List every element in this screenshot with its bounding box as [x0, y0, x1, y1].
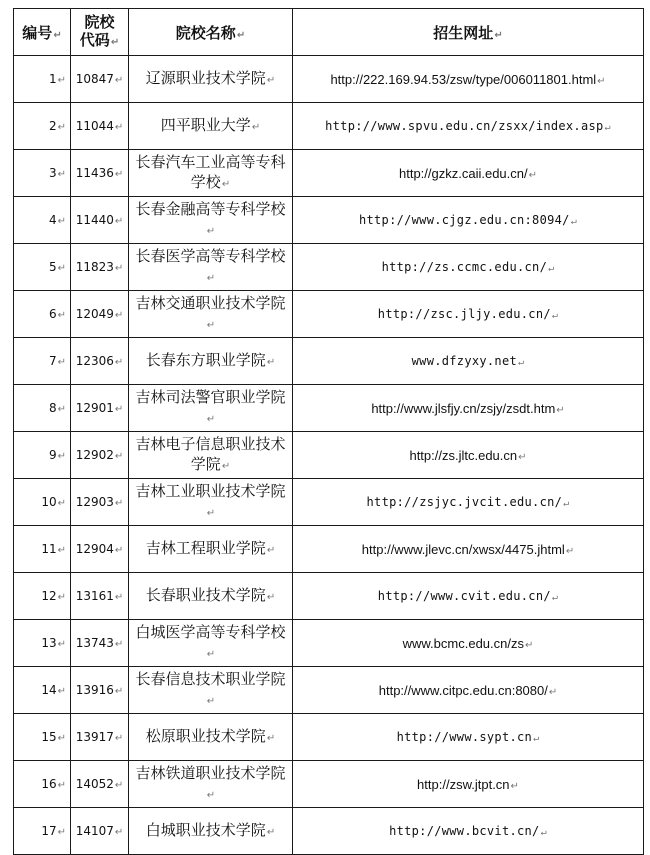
school-code-text: 14107	[75, 824, 114, 838]
row-number	[14, 432, 71, 479]
paragraph-mark: ↵	[114, 545, 124, 556]
admissions-url-link-text[interactable]: http://zs.jltc.edu.cn	[409, 447, 518, 463]
paragraph-mark: ↵	[206, 319, 216, 331]
paragraph-mark: ↵	[524, 639, 534, 651]
admissions-url-link[interactable]	[293, 103, 644, 150]
paragraph-mark: ↵	[114, 75, 124, 86]
school-name-text: 吉林工程职业学院	[145, 538, 266, 557]
paragraph-mark: ↵	[57, 780, 66, 791]
paragraph-mark: ↵	[548, 263, 555, 274]
admissions-url-link[interactable]	[293, 573, 644, 620]
paragraph-mark: ↵	[266, 732, 276, 744]
school-code-text: 11823	[75, 260, 114, 274]
school-name	[129, 103, 293, 150]
paragraph-mark: ↵	[266, 356, 276, 368]
school-name-text: 吉林铁道职业技术学院	[135, 763, 286, 782]
school-code-text: 13916	[75, 683, 114, 697]
school-code-text: 11440	[75, 213, 114, 227]
row-number	[14, 573, 71, 620]
admissions-url-link-text[interactable]: www.dfzyxy.net	[411, 354, 518, 368]
row-number	[14, 291, 71, 338]
paragraph-mark: ↵	[518, 451, 527, 463]
paragraph-mark: ↵	[266, 826, 276, 838]
school-name-text: 长春金融高等专科学校	[135, 199, 286, 218]
school-name	[129, 761, 293, 808]
school-name-text: 吉林交通职业技术学院	[135, 293, 286, 312]
school-code-text: 13743	[75, 636, 114, 650]
admissions-url-link[interactable]	[293, 56, 644, 103]
table-row	[14, 150, 644, 197]
school-name	[129, 667, 293, 714]
paragraph-mark: ↵	[114, 122, 124, 133]
paragraph-mark: ↵	[114, 357, 124, 368]
row-number-text: 2	[48, 119, 57, 133]
paragraph-mark: ↵	[528, 169, 537, 181]
admissions-url-link[interactable]	[293, 620, 644, 667]
admissions-url-link-text[interactable]: http://www.citpc.edu.cn:8080/	[378, 682, 548, 698]
row-number-text: 8	[48, 401, 57, 415]
paragraph-mark: ↵	[251, 121, 261, 133]
school-code-text: 12901	[75, 401, 114, 415]
paragraph-mark: ↵	[57, 451, 66, 462]
row-number-text: 16	[41, 777, 57, 791]
school-name	[129, 385, 293, 432]
table-row	[14, 432, 644, 479]
school-code-text: 12902	[75, 448, 114, 462]
table-row	[14, 761, 644, 808]
school-name	[129, 808, 293, 855]
school-code	[71, 385, 129, 432]
school-code	[71, 526, 129, 573]
school-name-text: 白城医学高等专科学校	[135, 622, 286, 641]
paragraph-mark: ↵	[57, 169, 66, 180]
paragraph-mark: ↵	[57, 498, 66, 509]
table-row	[14, 385, 644, 432]
admissions-url-link[interactable]	[293, 526, 644, 573]
paragraph-mark: ↵	[57, 733, 66, 744]
school-code-text: 10847	[75, 72, 114, 86]
paragraph-mark: ↵	[114, 216, 124, 227]
row-number	[14, 244, 71, 291]
paragraph-mark: ↵	[604, 122, 611, 133]
school-name-text: 长春职业技术学院	[145, 585, 266, 604]
paragraph-mark: ↵	[533, 733, 540, 744]
paragraph-mark: ↵	[57, 310, 66, 321]
school-name-text: 白城职业技术学院	[145, 820, 266, 839]
table-row	[14, 667, 644, 714]
admissions-url-link-text[interactable]: http://zsw.jtpt.cn	[417, 776, 510, 792]
header-url: 招生网址↵	[293, 9, 644, 56]
row-number-text: 12	[41, 589, 57, 603]
paragraph-mark: ↵	[510, 780, 519, 792]
school-name-text: 辽源职业技术学院	[145, 68, 266, 87]
paragraph-mark: ↵	[57, 357, 66, 368]
school-name-text: 四平职业大学	[160, 115, 251, 134]
school-name	[129, 432, 293, 479]
school-code	[71, 573, 129, 620]
row-number	[14, 103, 71, 150]
row-number-text: 10	[41, 495, 57, 509]
header-no: 编号↵	[14, 9, 71, 56]
row-number	[14, 808, 71, 855]
paragraph-mark: ↵	[597, 75, 606, 87]
school-name-text: 长春信息技术职业学院	[135, 669, 286, 688]
school-name-text: 长春医学高等专科学校	[135, 246, 286, 265]
admissions-url-link-text[interactable]: http://www.spvu.edu.cn/zsxx/index.asp	[325, 119, 604, 133]
school-name	[129, 197, 293, 244]
table-row	[14, 56, 644, 103]
table-header-row	[14, 9, 644, 56]
admissions-url-link[interactable]	[293, 432, 644, 479]
paragraph-mark: ↵	[57, 592, 66, 603]
admissions-table-container	[13, 8, 644, 855]
table-row	[14, 244, 644, 291]
row-number	[14, 197, 71, 244]
paragraph-mark: ↵	[57, 639, 66, 650]
row-number-text: 7	[48, 354, 57, 368]
admissions-url-link[interactable]	[293, 150, 644, 197]
school-name	[129, 244, 293, 291]
table-row	[14, 714, 644, 761]
row-number-text: 13	[41, 636, 57, 650]
school-code-text: 11436	[75, 166, 114, 180]
admissions-url-link-text[interactable]: www.bcmc.edu.cn/zs	[402, 635, 524, 651]
paragraph-mark: ↵	[57, 122, 66, 133]
paragraph-mark: ↵	[206, 648, 216, 660]
school-code-text: 12904	[75, 542, 114, 556]
paragraph-mark: ↵	[114, 780, 124, 791]
row-number	[14, 479, 71, 526]
paragraph-mark: ↵	[57, 827, 66, 838]
admissions-url-link-text[interactable]: http://zsc.jljy.edu.cn/	[377, 307, 551, 321]
row-number	[14, 761, 71, 808]
school-code	[71, 667, 129, 714]
school-code	[71, 291, 129, 338]
paragraph-mark: ↵	[57, 686, 66, 697]
school-name	[129, 714, 293, 761]
paragraph-mark: ↵	[266, 544, 276, 556]
paragraph-mark: ↵	[57, 545, 66, 556]
school-code	[71, 338, 129, 385]
school-code-text: 12903	[75, 495, 114, 509]
admissions-url-link[interactable]	[293, 808, 644, 855]
paragraph-mark: ↵	[57, 263, 66, 274]
paragraph-mark: ↵	[114, 451, 124, 462]
table-row	[14, 808, 644, 855]
school-code	[71, 432, 129, 479]
school-code	[71, 808, 129, 855]
row-number	[14, 526, 71, 573]
paragraph-mark: ↵	[114, 310, 124, 321]
school-name-text: 吉林司法警官职业学院	[135, 387, 286, 406]
row-number	[14, 338, 71, 385]
admissions-url-link-text[interactable]: http://www.cjgz.edu.cn:8094/	[358, 213, 570, 227]
header-code: 院校 代码↵	[71, 9, 129, 56]
row-number-text: 11	[41, 542, 57, 556]
paragraph-mark: ↵	[551, 592, 559, 603]
school-code-text: 13161	[75, 589, 114, 603]
school-code	[71, 620, 129, 667]
school-name-text: 吉林电子信息职业技术学院	[135, 434, 286, 473]
paragraph-mark: ↵	[206, 695, 216, 707]
paragraph-mark: ↵	[570, 216, 578, 227]
admissions-url-link-text[interactable]: http://222.169.94.53/zsw/type/006011801.html	[330, 71, 597, 87]
row-number-text: 17	[41, 824, 57, 838]
school-name-text: 长春汽车工业高等专科学校	[135, 152, 286, 191]
row-number-text: 6	[48, 307, 57, 321]
paragraph-mark: ↵	[57, 404, 66, 415]
admissions-url-link-text[interactable]: http://www.jlevc.cn/xwsx/4475.jhtml	[361, 541, 565, 557]
paragraph-mark: ↵	[206, 413, 216, 425]
table-row	[14, 197, 644, 244]
admissions-url-link[interactable]	[293, 197, 644, 244]
paragraph-mark: ↵	[114, 263, 124, 274]
paragraph-mark: ↵	[114, 592, 124, 603]
table-row	[14, 526, 644, 573]
admissions-url-link[interactable]	[293, 244, 644, 291]
table-row	[14, 103, 644, 150]
header-name: 院校名称↵	[129, 9, 293, 56]
admissions-url-link-text[interactable]: http://www.jlsfjy.cn/zsjy/zsdt.htm	[371, 400, 556, 416]
school-code-text: 11044	[75, 119, 114, 133]
admissions-url-link-text[interactable]: http://zs.ccmc.edu.cn/	[381, 260, 548, 274]
admissions-table	[13, 8, 644, 855]
school-name	[129, 526, 293, 573]
paragraph-mark: ↵	[57, 216, 66, 227]
paragraph-mark: ↵	[540, 827, 547, 838]
admissions-url-link[interactable]	[293, 714, 644, 761]
paragraph-mark: ↵	[266, 591, 276, 603]
school-code	[71, 479, 129, 526]
school-code	[71, 56, 129, 103]
paragraph-mark: ↵	[114, 498, 124, 509]
admissions-url-link-text[interactable]: http://zsjyc.jvcit.edu.cn/	[366, 495, 563, 509]
paragraph-mark: ↵	[206, 507, 216, 519]
paragraph-mark: ↵	[206, 272, 216, 284]
paragraph-mark: ↵	[551, 310, 559, 321]
paragraph-mark: ↵	[556, 404, 565, 416]
school-code-text: 12306	[75, 354, 114, 368]
school-code-text: 12049	[75, 307, 114, 321]
paragraph-mark: ↵	[114, 169, 124, 180]
school-name-text: 吉林工业职业技术学院	[135, 481, 286, 500]
school-code	[71, 150, 129, 197]
school-name	[129, 150, 293, 197]
row-number-text: 9	[48, 448, 57, 462]
admissions-url-link[interactable]	[293, 761, 644, 808]
school-name-text: 松原职业技术学院	[145, 726, 266, 745]
admissions-url-link[interactable]	[293, 338, 644, 385]
school-code	[71, 761, 129, 808]
paragraph-mark: ↵	[114, 404, 124, 415]
admissions-url-link-text[interactable]: http://gzkz.caii.edu.cn/	[398, 165, 528, 181]
paragraph-mark: ↵	[518, 357, 525, 368]
admissions-url-link[interactable]	[293, 291, 644, 338]
admissions-url-link[interactable]	[293, 667, 644, 714]
school-code	[71, 714, 129, 761]
school-code-text: 13917	[75, 730, 114, 744]
table-row	[14, 479, 644, 526]
row-number	[14, 150, 71, 197]
row-number-text: 1	[48, 72, 57, 86]
school-name	[129, 620, 293, 667]
paragraph-mark: ↵	[206, 789, 216, 801]
school-name	[129, 338, 293, 385]
admissions-url-link[interactable]	[293, 385, 644, 432]
row-number	[14, 714, 71, 761]
paragraph-mark: ↵	[114, 639, 124, 650]
school-name	[129, 291, 293, 338]
school-name	[129, 479, 293, 526]
school-name-text: 长春东方职业学院	[145, 350, 266, 369]
school-name	[129, 573, 293, 620]
paragraph-mark: ↵	[114, 827, 124, 838]
row-number-text: 5	[48, 260, 57, 274]
school-code	[71, 244, 129, 291]
school-name	[129, 56, 293, 103]
paragraph-mark: ↵	[266, 74, 276, 86]
paragraph-mark: ↵	[57, 75, 66, 86]
row-number	[14, 667, 71, 714]
table-row	[14, 291, 644, 338]
paragraph-mark: ↵	[221, 178, 231, 190]
paragraph-mark: ↵	[565, 545, 575, 557]
paragraph-mark: ↵	[548, 686, 558, 698]
row-number-text: 4	[48, 213, 57, 227]
admissions-url-link-text[interactable]: http://www.cvit.edu.cn/	[377, 589, 551, 603]
row-number	[14, 620, 71, 667]
table-row	[14, 338, 644, 385]
row-number-text: 14	[41, 683, 57, 697]
school-code	[71, 103, 129, 150]
admissions-url-link-text[interactable]: http://www.bcvit.cn/	[389, 824, 540, 838]
paragraph-mark: ↵	[206, 225, 216, 237]
row-number-text: 3	[48, 166, 57, 180]
table-row	[14, 620, 644, 667]
paragraph-mark: ↵	[114, 686, 124, 697]
row-number	[14, 56, 71, 103]
admissions-url-link-text[interactable]: http://www.sypt.cn	[396, 730, 533, 744]
paragraph-mark: ↵	[114, 733, 124, 744]
row-number	[14, 385, 71, 432]
row-number-text: 15	[41, 730, 57, 744]
paragraph-mark: ↵	[221, 460, 231, 472]
school-code	[71, 197, 129, 244]
table-row	[14, 573, 644, 620]
admissions-url-link[interactable]	[293, 479, 644, 526]
school-code-text: 14052	[75, 777, 114, 791]
paragraph-mark: ↵	[563, 498, 570, 509]
